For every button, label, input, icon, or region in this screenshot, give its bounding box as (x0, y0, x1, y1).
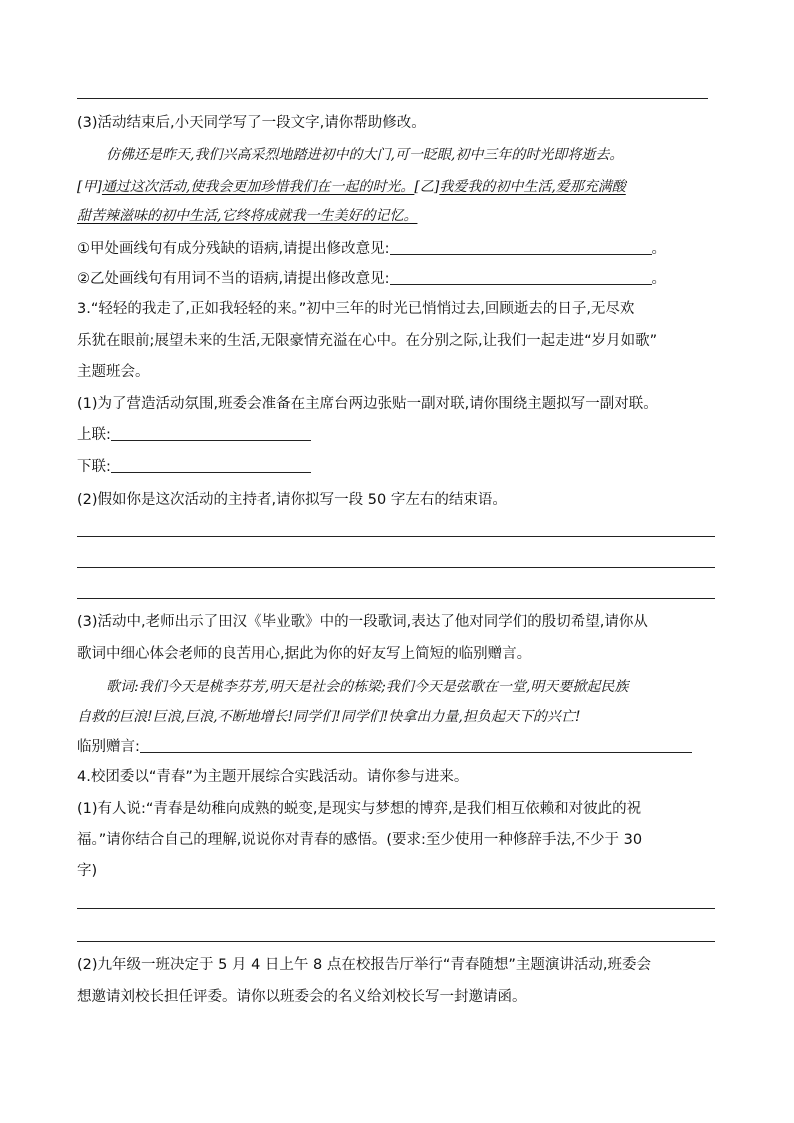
farewell-row (77, 737, 692, 757)
mark-jia: [甲] (77, 179, 102, 195)
question-intro: 3.“轻轻的我走了,正如我轻轻的来。”初中三年的时光已悄悄过去,回顾逝去的日子,无尽欢 (77, 301, 635, 317)
lower-label: 下联: (77, 459, 111, 475)
lyrics-line: 歌词:我们今天是桃李芬芳,明天是社会的栋梁;我们今天是弦歌在一堂,明天要掀起民族 (106, 679, 629, 695)
sub-question: 福。”请你结合自己的理解,说说你对青春的感悟。(要求:至少使用一种修辞手法,不少于 30 (77, 832, 643, 848)
passage-line (77, 206, 417, 226)
answer-line (77, 98, 708, 99)
upper-label: 上联: (77, 427, 111, 443)
sub-question: 想邀请刘校长担任评委。请你以班委会的名义给刘校长写一封邀请函。 (77, 989, 527, 1005)
sub-question (77, 269, 666, 289)
item-label: ①甲处画线句有成分残缺的语病,请提出修改意见: (77, 241, 390, 257)
lower-blank[interactable] (111, 458, 311, 473)
couplet-lower (77, 457, 311, 477)
question-intro: 4.校团委以“青春”为主题开展综合实践活动。请你参与进来。 (77, 769, 469, 785)
underlined-sentence-a: 通过这次活动,使我会更加珍惜我们在一起的时光。 (101, 179, 415, 195)
couplet-upper (77, 425, 311, 445)
mark-yi: [乙] (414, 179, 440, 195)
item-label: ②乙处画线句有用词不当的语病,请提出修改意见: (77, 271, 390, 287)
sub-question: (2)假如你是这次活动的主持者,请你拟写一段 50 字左右的结束语。 (77, 492, 507, 508)
question-intro: 乐犹在眼前;展望未来的生活,无限豪情充溢在心中。在分别之际,让我们一起走进“岁月如歌” (77, 333, 658, 349)
lyrics-line: 自救的巨浪!巨浪,巨浪,不断地增长!同学们!同学们!快拿出力量,担负起天下的兴亡! (77, 709, 581, 725)
upper-blank[interactable] (111, 426, 311, 441)
underlined-sentence-b: 我爱我的初中生活,爱那充满酸 (439, 179, 626, 195)
farewell-blank[interactable] (140, 738, 692, 753)
period: 。 (651, 271, 666, 287)
sub-question: (2)九年级一班决定于 5 月 4 日上午 8 点在校报告厅举行“青春随想”主题演讲活动,班委会 (77, 957, 652, 973)
farewell-label: 临别赠言: (77, 739, 140, 755)
answer-line[interactable] (77, 908, 715, 909)
passage-line: 仿佛还是昨天,我们兴高采烈地踏进初中的大门,可一眨眼,初中三年的时光即将逝去。 (106, 147, 624, 163)
answer-line[interactable] (77, 567, 715, 568)
answer-blank[interactable] (390, 240, 652, 255)
sub-question: (1)为了营造活动氛围,班委会准备在主席台两边张贴一副对联,请你围绕主题拟写一副对联。 (77, 396, 658, 412)
underlined-sentence-b-cont: 甜苦辣滋味的初中生活,它终将成就我一生美好的记忆。 (77, 208, 418, 224)
answer-blank[interactable] (390, 270, 652, 285)
answer-line[interactable] (77, 941, 715, 942)
sub-question: (3)活动中,老师出示了田汉《毕业歌》中的一段歌词,表达了他对同学们的殷切希望,请你从 (77, 614, 648, 630)
answer-line[interactable] (77, 598, 715, 599)
sub-question: 歌词中细心体会老师的良苦用心,据此为你的好友写上简短的临别赠言。 (77, 646, 532, 662)
passage-line (77, 177, 626, 197)
sub-question: 字) (77, 863, 98, 879)
sub-question (77, 239, 666, 259)
answer-line[interactable] (77, 536, 715, 537)
sub-question: (1)有人说:“青春是幼稚向成熟的蜕变,是现实与梦想的博弈,是我们相互依赖和对彼此的祝 (77, 801, 642, 817)
question-intro: 主题班会。 (77, 364, 150, 380)
question-prompt: (3)活动结束后,小天同学写了一段文字,请你帮助修改。 (77, 115, 426, 131)
period: 。 (651, 241, 666, 257)
